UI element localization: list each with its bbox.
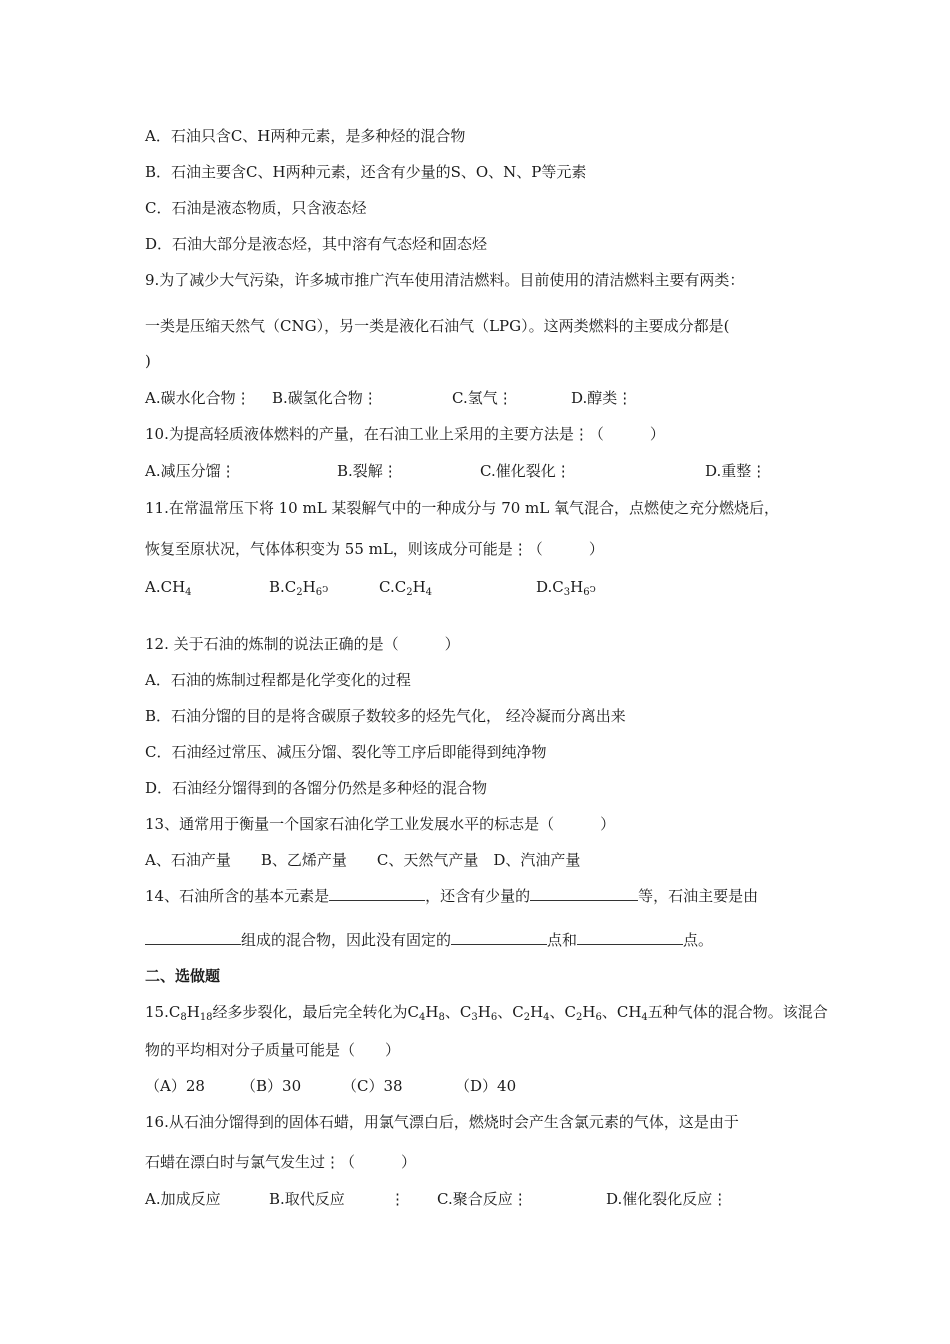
q16-option-d: D.催化裂化反应⋮ (606, 1190, 728, 1208)
q14-line2: 组成的混合物，因此没有固定的 点和 点。 (145, 930, 713, 950)
q16-option-c: C.聚合反应⋮ (437, 1190, 528, 1208)
fill-blank[interactable] (530, 886, 638, 901)
q13-options: A、石油产量 B、乙烯产量 C、天然气产量 D、汽油产量 (145, 851, 581, 869)
q9-option-a: A.碳水化合物⋮ (145, 389, 251, 407)
q12-option-b: B．石油分馏的目的是将含碳原子数较多的烃先气化， 经冷凝而分离出来 (145, 707, 626, 725)
q16-stem-text: 石蜡在漂白时与氯气发生过⋮（ (145, 1153, 356, 1171)
q8-option-d: D．石油大部分是液态烃，其中溶有气态烃和固态烃 (145, 235, 488, 253)
q9-option-d: D.醇类⋮ (571, 389, 633, 407)
q15-stem-text: 物的平均相对分子质量可能是（ (145, 1041, 356, 1059)
q11-close-paren: ） (588, 540, 604, 558)
q11-stem-line2 (145, 539, 604, 559)
fill-blank[interactable] (329, 886, 425, 901)
q12-option-c: C．石油经过常压、减压分馏、裂化等工序后即能得到纯净物 (145, 743, 547, 761)
q9-option-c: C.氢气⋮ (452, 389, 513, 407)
q9-stem-line3: ) (145, 352, 151, 370)
fill-blank[interactable] (577, 930, 683, 945)
section-title: 二、选做题 (145, 967, 221, 985)
q13-stem (145, 814, 615, 834)
fill-blank[interactable] (145, 930, 241, 945)
q10-option-a: A.减压分馏⋮ (145, 462, 236, 480)
q16-option-b: B.取代反应 (269, 1190, 345, 1208)
q9-stem-line2: 一类是压缩天然气（CNG），另一类是液化石油气（LPG）。这两类燃料的主要成分都是( (145, 317, 730, 335)
q9-option-b: B.碳氢化合物⋮ (272, 389, 378, 407)
q11-option-c: $C.C_2H_4$ (379, 578, 433, 598)
q11-option-a: $A.CH_4$ (145, 578, 192, 598)
q13-stem-text: 13、通常用于衡量一个国家石油化学工业发展水平的标志是（ (145, 815, 555, 833)
q16-close-paren: ） (401, 1153, 417, 1171)
q11-stem-text: 恢复至原状况，气体体积变为 55 mL，则该成分可能是⋮（ (145, 540, 543, 558)
fill-blank[interactable] (451, 930, 547, 945)
q10-stem-text: 10.为提高轻质液体燃料的产量，在石油工业上采用的主要方法是⋮（ (145, 425, 604, 443)
q15-option-c: （C）38 (342, 1077, 403, 1095)
q10-close-paren: ） (649, 425, 665, 443)
q15-close-paren: ） (385, 1041, 401, 1059)
q15-option-b: （B）30 (241, 1077, 302, 1095)
q9-stem-line1: 9.为了减少大气污染，许多城市推广汽车使用清洁燃料。目前使用的清洁燃料主要有两类： (145, 271, 745, 289)
q11-stem-line1: 11.在常温常压下将 10 mL 某裂解气中的一种成分与 70 mL 氧气混合，点燃使之充分燃烧后， (145, 499, 780, 517)
q11-option-d: $D.C_3H_6ↄ$ (536, 578, 596, 598)
q12-stem-text: 12. 关于石油的炼制的说法正确的是（ (145, 635, 399, 653)
q16-stem-line2 (145, 1152, 416, 1172)
squiggle-mark-icon: ↄ (589, 582, 596, 595)
q10-option-c: C.催化裂化⋮ (480, 462, 571, 480)
q8-option-b: B．石油主要含C、H两种元素，还含有少量的S、O、N、P等元素 (145, 163, 587, 181)
q15-stem-line2 (145, 1040, 400, 1060)
q12-close-paren: ） (444, 635, 460, 653)
q15-option-d: （D）40 (455, 1077, 517, 1095)
q8-option-a: A．石油只含C、H两种元素，是多种烃的混合物 (145, 127, 466, 145)
q14-line1: 14、石油所含的基本元素是 ，还含有少量的 等，石油主要是由 (145, 887, 759, 905)
q10-option-d: D.重整⋮ (705, 462, 767, 480)
q12-option-d: D．石油经分馏得到的各馏分仍然是多种烃的混合物 (145, 779, 488, 797)
q8-option-c: C．石油是液态物质，只含液态烃 (145, 199, 367, 217)
q10-option-b: B.裂解⋮ (337, 462, 398, 480)
q15-stem-line1: $15.C_8H_{18}$经多步裂化，最后完全转化为$C_4H_8$、$C_3H_6$、$C_2H_4$、$C_2H_6$、$CH_4$五种气体的混合物。该混合 (145, 1003, 828, 1023)
q16-option-b-mark: ⋮ (390, 1190, 405, 1208)
q16-option-a: A.加成反应 (145, 1190, 221, 1208)
q12-option-a: A．石油的炼制过程都是化学变化的过程 (145, 671, 411, 689)
q16-stem-line1: 16.从石油分馏得到的固体石蜡，用氯气漂白后，燃烧时会产生含氯元素的气体，这是由于 (145, 1113, 739, 1131)
q12-stem (145, 634, 460, 654)
q15-option-a: （A）28 (145, 1077, 205, 1095)
q10-stem (145, 424, 665, 444)
q13-close-paren: ） (600, 815, 616, 833)
squiggle-mark-icon: ↄ (322, 582, 329, 595)
q11-option-b: $B.C_2H_6ↄ$ (269, 578, 329, 598)
